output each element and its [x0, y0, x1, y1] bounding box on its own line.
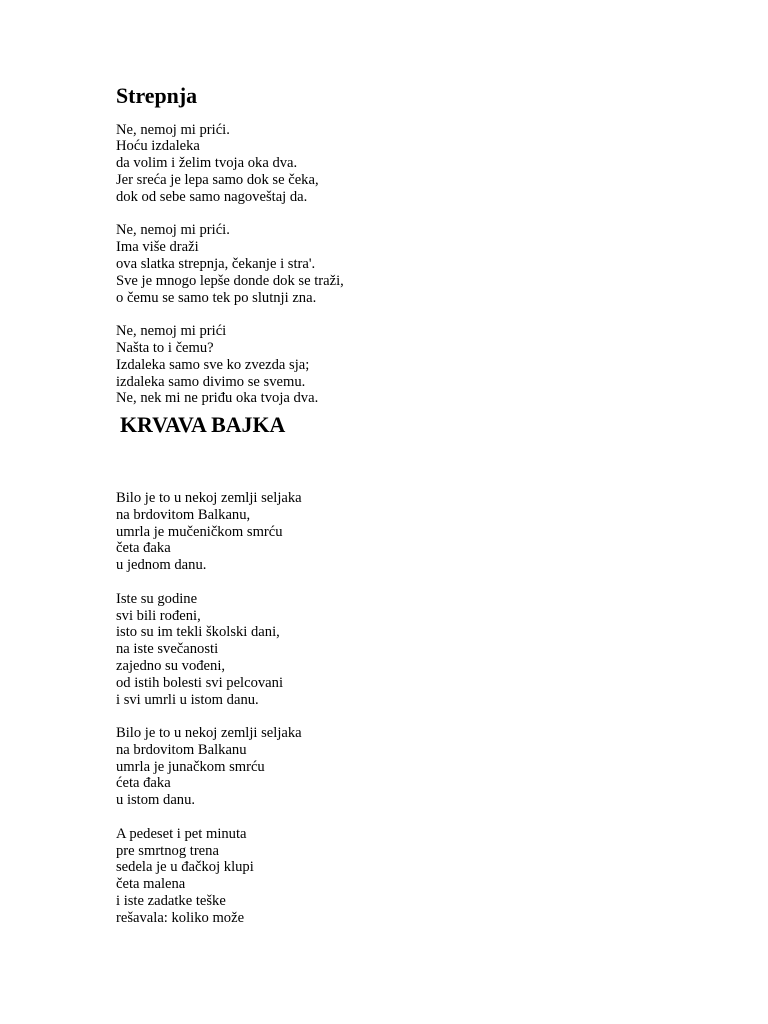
stanza [116, 591, 716, 709]
poem-line: o čemu se samo tek po slutnji zna. [116, 289, 317, 306]
document-page [116, 83, 716, 927]
poem-line: četa đaka [116, 540, 171, 557]
poem-line: umrla je mučeničkom smrću [116, 523, 283, 540]
poem-line: Iste su godine [116, 590, 198, 607]
poem-line: Bilo je to u nekoj zemlji seljaka [116, 725, 302, 742]
poem-title: KRVAVA BAJKA [120, 412, 286, 438]
poem-line: u jednom danu. [116, 557, 207, 574]
poem-line: četa malena [116, 876, 186, 893]
poem-line: Ne, nek mi ne priđu oka tvoja dva. [116, 390, 319, 407]
poem-line: Ne, nemoj mi prići. [116, 222, 230, 239]
poem-line: Jer sreća je lepa samo dok se čeka, [116, 171, 319, 188]
poem-line: pre smrtnog trena [116, 842, 219, 859]
poem-line: Izdaleka samo sve ko zvezda sja; [116, 356, 310, 373]
poem-line: Hoću izdaleka [116, 138, 200, 155]
poem-line: u istom danu. [116, 792, 196, 809]
poem-line: Ima više draži [116, 239, 199, 256]
poem-krvava-bajka [116, 412, 716, 927]
poem-line: zajedno su vođeni, [116, 657, 226, 674]
poem-line: isto su im tekli školski dani, [116, 624, 280, 641]
stanza [116, 490, 716, 574]
poem-line: na brdovitom Balkanu [116, 741, 247, 758]
poem-line: i iste zadatke teške [116, 893, 226, 910]
poem-line: dok od sebe samo nagoveštaj da. [116, 188, 308, 205]
poem-line: Bilo je to u nekoj zemlji seljaka [116, 489, 302, 506]
poem-line: Ne, nemoj mi prići. [116, 121, 230, 138]
stanza [116, 725, 716, 809]
stanza [116, 323, 716, 407]
stanza [116, 122, 716, 206]
poem-line: umrla je junačkom smrću [116, 758, 265, 775]
poem-line: ćeta đaka [116, 775, 171, 792]
poem-line: na brdovitom Balkanu, [116, 506, 251, 523]
poem-line: Ne, nemoj mi prići [116, 323, 227, 340]
poem-line: Našta to i čemu? [116, 339, 214, 356]
stanza [116, 222, 716, 306]
poem-line: i svi umrli u istom danu. [116, 691, 259, 708]
poem-strepnja [116, 83, 716, 407]
poem-line: od istih bolesti svi pelcovani [116, 674, 284, 691]
poem-line: na iste svečanosti [116, 641, 219, 658]
poem-line: izdaleka samo divimo se svemu. [116, 373, 306, 390]
poem-line: da volim i želim tvoja oka dva. [116, 155, 298, 172]
stanza [116, 826, 716, 927]
poem-line: rešavala: koliko može [116, 909, 245, 926]
poem-line: ova slatka strepnja, čekanje i stra'. [116, 255, 316, 272]
poem-line: sedela je u đačkoj klupi [116, 859, 254, 876]
poem-line: A pedeset i pet minuta [116, 825, 247, 842]
poem-line: Sve je mnogo lepše donde dok se traži, [116, 272, 344, 289]
poem-title: Strepnja [116, 83, 198, 108]
poem-line: svi bili rođeni, [116, 607, 201, 624]
